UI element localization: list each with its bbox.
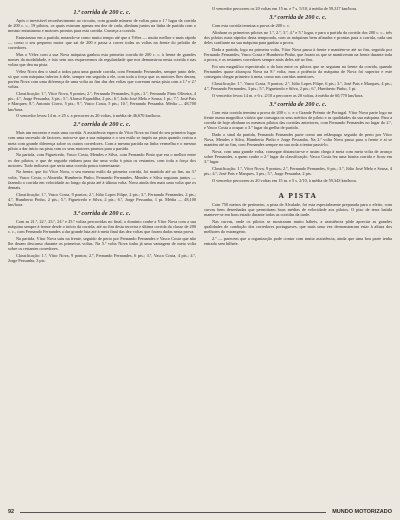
page-footer — [8, 507, 392, 517]
body-paragraph: Mas o Vélez com a sua Nova máquina ganhou esta primeira corrida de 200 c. c. à frente de grandes nomes da modalidade, e isto sem nos esquecermos da regularidade que nos demonstrou nesta corrida e nas voltas que deu na pista. — [8, 51, 196, 68]
article-section — [204, 191, 392, 246]
magazine-name: MUNDO MOTORIZADO — [332, 509, 392, 515]
article-section — [8, 211, 196, 263]
body-paragraph: Com esta corrida termina a prova de 200 c. c. — [212, 23, 291, 29]
body-paragraph: Classificação: 1.º, Vasco Costa, 9 pontos; 2.º, Júlio Lopes Filipe, 2 pts.; 3.º, Fernando Fernandes, 2 pts.; 4.º, Humberto Pinho, 2 pts.; 5.º, Figueiredo e Silva, 2 pts.; 6.º, Jorge Pessanha, 1 pt. Média — 48,100 km/hora. — [8, 191, 196, 207]
article-section — [204, 15, 392, 98]
body-paragraph: Com 750 metros de perímetro, a pista de Alvalade, foi esta especialmente preparada para o efeito, com curvas bem desenhadas que permitiram boas médias de velocidade aos pilotos. O piso de terra batida manteve-se em bom estado durante todas as corridas da tarde. — [204, 201, 392, 218]
body-paragraph: Mais um encontro e mais uma corrida. A assistência espera do Vítor Nova no final do seu primeiro lugar com uma sucessão de factores, notou-se que a sua máquina e o seu estilo se impôs na pista quando cortou a meta com grande diferença sobre os outros corredores. Com a mesma partida na linha vermelha e o mesmo piloto a dar início na pista com os seus motores prontos para a partida. — [8, 130, 196, 151]
body-paragraph: O vencedor percorreu os 20 voltas em 15 m. e 7 s. 5/10, à média de 59,317 km/hora. — [212, 6, 358, 11]
body-paragraph: Na frente, que foi Vítor Nova, o seu mesmo estilo da primeira corrida, foi mantido até ao fim, na 3.ª volta, Vasco Costa, o Almeida, Humberto Pinho, Fernando Fernandes, Mendes e Silva seguiam juntos — fazendo a corrida em velocidade ao longo da pista até à última volta. Nova ainda deu mais uma volta que os demais. — [8, 169, 196, 190]
article-section — [204, 6, 392, 11]
body-paragraph: O vencedor percorreu as 20 voltas em 15 m. e 5 s. 2/10, à média de 59,343 km/hora. — [212, 177, 357, 183]
body-paragraph: Com as 21.ª, 22.ª, 23.ª, 24.ª e 25.ª voltas percorridas no final, o domínio coube a Vítor Nova com a sua máquina sempre à frente desde o início da corrida, até ao fim desta terceira e última corrida da classe de 200 c. c., com Fernando Fernandes a dar grande luta até à meta final das dez voltas que foram dadas nesta prova. — [8, 219, 196, 235]
section-heading: A PISTA — [278, 190, 318, 200]
footer-rule — [20, 512, 326, 513]
body-paragraph: Classificação: 1.º, Vítor Nova, 9 pontos; 2.º, Fernando Fernandes, 6 pts.; 3.º, Fernando Pinto Oliveira, 4 pts.; 4.º, Jorge Pessanha, 3 pts.; 5.º, Afonso Espadilha, 2 pts.; 6.º, João José Melo e Sousa, 1 pt.; 7.º, José Pais e Marques; 8.º, Antonio Cravo, 5 pts.; 9.º, Vasco Costa, 5 pts.; 10.º, Fernando Pessanha. Média — 48,700 km/hora. — [8, 91, 196, 112]
article-page — [8, 6, 392, 502]
body-paragraph: Após o inevitável reconhecimento ao circuito, com grande número de voltas para o 1.º lugar da corrida de 200 c. c., 19 pilotos, os quais estavam apenas em dez de cada, alinham juntos na linha de partida com o mesmo entusiasmo e motores prontos para esta corrida. Começa a corrida. — [8, 18, 196, 34]
section-heading: 3.ª corrida de 200 c. c. — [73, 211, 131, 217]
body-paragraph: O vencedor levou 14 m. e 25 s. a percorrer as 20 voltas, à média de 46,670 km/hora. — [16, 113, 161, 119]
body-paragraph: Classificação: 1.º, Vítor Nova, 9 pontos; 2.º, Fernando Fernandes, 6 pts.; 3.º, Vasco Costa, 4 pts.; 4.º, Jorge Pessanha, 3 pts. — [8, 252, 196, 264]
section-heading: 2.ª corrida de 200 c. c. — [73, 122, 131, 129]
body-paragraph: Com esta corrida termina a prova de 200 c. c. e o Grande Prémio de Portugal. Vítor Nova parte logo na frente numa magnífica vitória que consagra os seus méritos de piloto e as qualidades da sua máquina. Para a corrida de hoje alinham os mesmos pilotos das corridas anteriores, com Fernando Fernandes no lugar do 2.º, e Vasco Costa a ocupar o 3.º lugar da grelha de partida. — [204, 109, 392, 131]
body-paragraph: Dado o sinal da partida, Fernando Fernandes parte como um relâmpago seguido de perto por Vítor Nova, Mendes e Silva, Humberto Pinho e Jorge Pessanha. Na 2.ª volta Nova passa para a frente e aí se mantém até ao fim, com Fernandes sempre na sua roda a tentar passá-lo. — [204, 131, 392, 148]
body-paragraph: Alinham os primeiros pilotos no 1.º, 2.º, 3.º, 4.º e 5.º lugar, e para a partida da corrida dos 200 c. c., três dos pilotos mais rápidos desta temporada, com as máquinas bem afinadas e prontas para a corrida, cada um deles confiante na sua máquina para ganhar a prova. — [204, 29, 392, 46]
body-paragraph: O vencedor levou 14 m. e 6 s. 2/10 a percorrer as 20 voltas, à média de 60,770 km/hora. — [212, 92, 364, 98]
body-paragraph: Na partida, Vítor Nova saiu na frente, seguido de perto por Fernando Fernandes e Vasco Costa que não lhe deram descanso durante as primeiras voltas. Na 5.ª volta Nova tinha já uma vantagem de meia volta sobre os restantes corredores. — [8, 235, 196, 252]
section-heading: 3.ª corrida de 200 c. c. — [269, 15, 327, 22]
article-section — [8, 10, 196, 118]
body-paragraph: Classificação: 1.º, Vítor Nova, 9 pontos; 2.º, Fernando Fernandes, 6 pts.; 3.º, Júlio José Melo e Sousa, 4 pts.; 4.º, José Pais e Marques, 3 pts.; 5.º, Jorge Pessanha, 2 pts. — [204, 165, 392, 176]
article-section — [8, 122, 196, 207]
section-heading: 1.ª corrida de 200 c. c. — [73, 10, 131, 16]
body-paragraph: Entusiasmo em a partida, notando-se como muito tempo até que a Vélez — muito melhor e mais rápido — como o seu pequeno motor que sai de 200 e passa a correr todas as voltas na frente do pelotão de corredores. — [8, 34, 196, 51]
right-column — [204, 6, 392, 502]
left-column — [8, 6, 196, 502]
body-paragraph: Dada a partida, logo na primeira volta, Vítor Nova passa à frente e mantém-se até ao fim, seguido por Fernando Fernandes, Vasco Costa e Humberto Pinho, que foram os que se mantiveram na frente durante toda a prova, e os restantes corredores sempre atrás deles até ao fim. — [204, 46, 392, 63]
page-number: 92 — [8, 509, 15, 515]
body-paragraph: Vélez Nova deu o sinal a todos para uma grande corrida, com Fernando Fernandes, sempre junto dele, só que com máquina inferior à dele, sempre em seguida a ele, com toda a força que os motores lhes deram, porém Nova com uma diferença de uma volta ao fim das dez voltas que correram nesta pista com a 1.ª e 2.ª voltas. — [8, 68, 196, 90]
section-heading: 3.ª corrida de 200 c. c. — [269, 101, 327, 108]
body-paragraph: 2.º — parecem que a organização pode contar com muita assistência, ainda que uma boa parte tenha entrado sem bilhete. — [204, 235, 392, 246]
body-paragraph: Nova, com uma grande volta, consegue distanciar-se e assim chega à meta com meia volta de avanço sobre Fernandes, a quem coube o 2.º lugar da classificação. Vasco Costa fez uma bonita corrida e ficou em 3.º lugar. — [204, 148, 392, 165]
body-paragraph: Classificação: 1.º, Vasco Costa, 9 pontos; 2.º, Júlio Lopes Filipe, 6 pts.; 3.º, José Pais e Marques, 4 pts.; 4.º, Fernando Fernandes, 3 pts.; 5.º, Figueiredo e Silva, 2 pts.; 6.º, Humberto Pinho, 1 pt. — [204, 80, 392, 91]
body-paragraph: Na partida, com Figueiredo, Vasco Costa, Mendes e Silva, com Fernando Pinto que era o melhor entre os dez pilotos, e que de seguida vinham para dar uma volta à pista os restantes, com toda a força dos motores. Tudo indicava que seria uma corrida pouco interessante. — [8, 152, 196, 168]
body-paragraph: Nas curvas, onde os pilotos se mostraram muito hábeis, a assistência pôde apreciar as grandes qualidades de condução dos corredores portugueses, que mais uma vez demonstraram estar à altura dos melhores do estrangeiro. — [204, 218, 392, 234]
body-paragraph: Foi um magnífico espectáculo o da luta entre os pilotos que se seguiam na frente da corrida, quando Fernandes quase alcançou Nova na 8.ª volta, mas a potência da máquina de Nova foi superior e este conseguiu chegar primeiro à meta, como nas corridas anteriores. — [204, 63, 392, 80]
article-section — [204, 102, 392, 183]
